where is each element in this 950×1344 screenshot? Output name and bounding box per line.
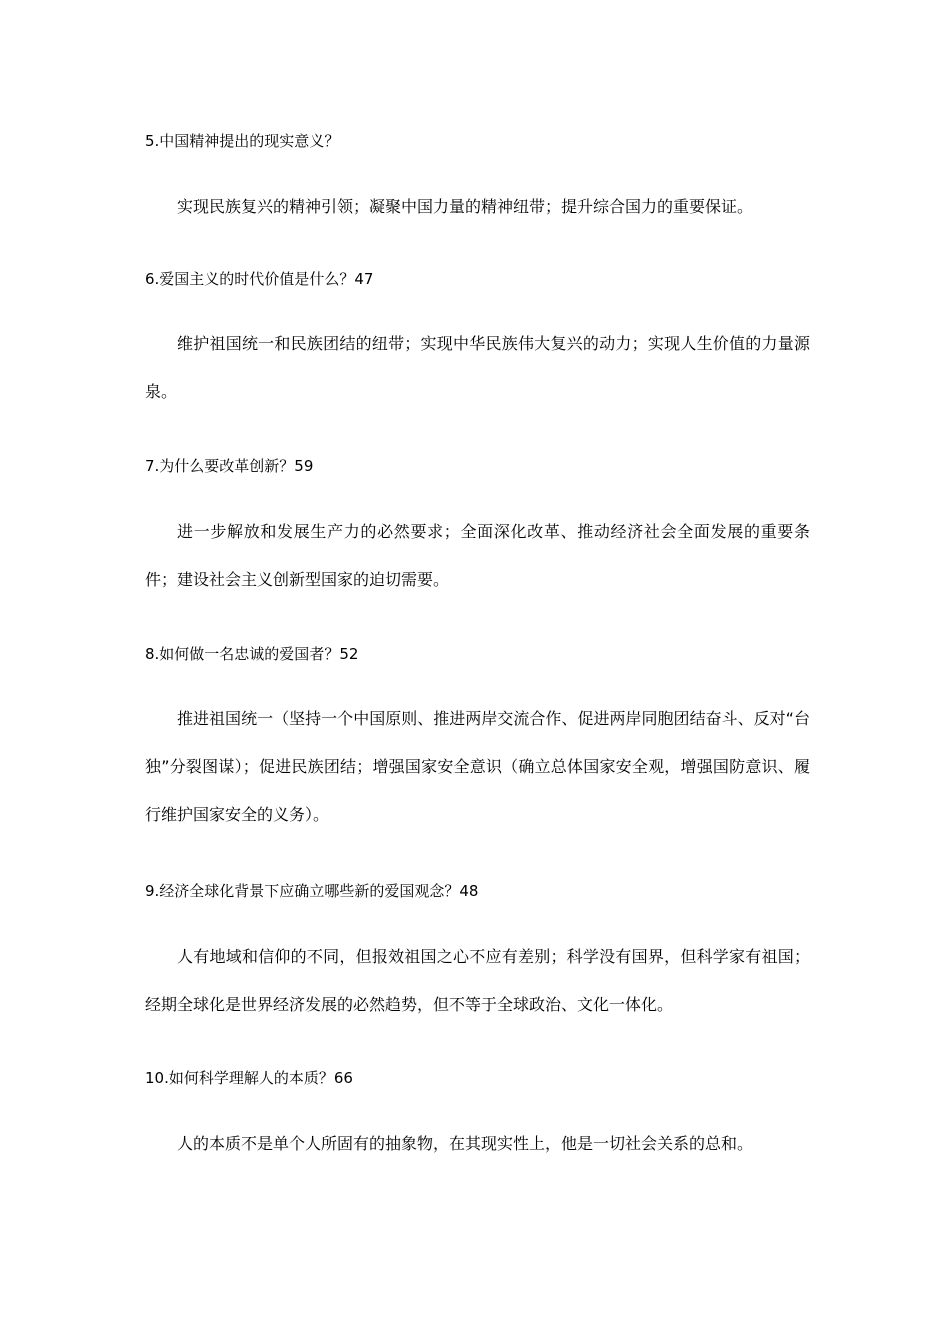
question-5: 5.中国精神提出的现实意义？: [145, 132, 340, 150]
answer-9: 人有地域和信仰的不同，但报效祖国之心不应有差别；科学没有国界，但科学家有祖国；经期全球化是世界经济发展的必然趋势，但不等于全球政治、文化一体化。: [145, 947, 810, 1014]
question-10: 10.如何科学理解人的本质？66: [145, 1069, 353, 1087]
question-8: 8.如何做一名忠诚的爱国者？52: [145, 645, 359, 663]
answer-8: 推进祖国统一（坚持一个中国原则、推进两岸交流合作、促进两岸同胞团结奋斗、反对“台独”分裂图谋）；促进民族团结；增强国家安全意识（确立总体国家安全观，增强国防意识、履行维护国家安全的义务）。: [145, 709, 810, 824]
answer-5: 实现民族复兴的精神引领；凝聚中国力量的精神纽带；提升综合国力的重要保证。: [177, 197, 754, 216]
answer-10: 人的本质不是单个人所固有的抽象物，在其现实性上，他是一切社会关系的总和。: [177, 1134, 754, 1153]
question-9: 9.经济全球化背景下应确立哪些新的爱国观念？48: [145, 882, 479, 900]
question-7: 7.为什么要改革创新？59: [145, 457, 314, 475]
answer-7: 进一步解放和发展生产力的必然要求；全面深化改革、推动经济社会全面发展的重要条件；建设社会主义创新型国家的迫切需要。: [145, 522, 810, 589]
answer-6: 维护祖国统一和民族团结的纽带；实现中华民族伟大复兴的动力；实现人生价值的力量源泉。: [145, 334, 810, 401]
question-6: 6.爱国主义的时代价值是什么？47: [145, 270, 374, 288]
